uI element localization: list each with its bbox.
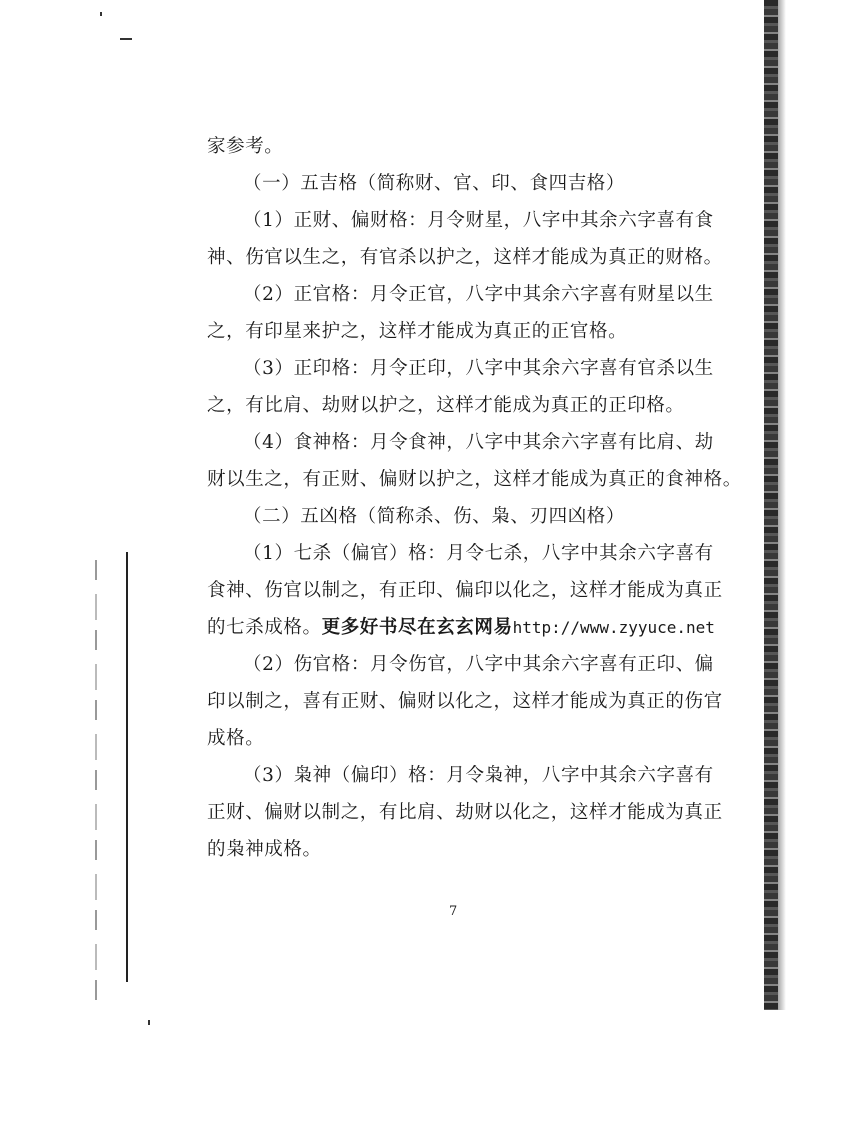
paragraph-line: （1）七杀（偏官）格：月令七杀，八字中其余六字喜有 <box>243 543 714 564</box>
paragraph-line: 家参考。 <box>207 136 284 157</box>
paragraph-line: （2）伤官格：月令伤官，八字中其余六字喜有正印、偏 <box>243 654 714 675</box>
paragraph-line: 成格。 <box>207 728 265 749</box>
watermark-url: http://www.zyyuce.net <box>512 618 715 637</box>
paragraph-line: （2）正官格：月令正官，八字中其余六字喜有财星以生 <box>243 284 714 305</box>
paragraph-line: 的七杀成格。 <box>207 617 322 638</box>
paragraph-line: 神、伤官以生之，有官杀以护之，这样才能成为真正的财格。 <box>207 247 723 268</box>
section-heading: （一）五吉格（简称财、官、印、食四吉格） <box>243 173 626 194</box>
paragraph-line: 财以生之，有正财、偏财以护之，这样才能成为真正的食神格。 <box>207 469 742 490</box>
scan-edge-shadow <box>764 0 778 1010</box>
paragraph-line: 正财、偏财以制之，有比肩、劫财以化之，这样才能成为真正 <box>207 802 723 823</box>
scan-speck <box>148 1020 150 1025</box>
watermark-notice: 更多好书尽在玄玄网易 <box>321 617 513 638</box>
left-margin-rule <box>126 552 128 982</box>
paragraph-line: （1）正财、偏财格：月令财星，八字中其余六字喜有食 <box>243 210 714 231</box>
paragraph-line: 食神、伤官以制之，有正印、偏印以化之，这样才能成为真正 <box>207 580 723 601</box>
paragraph-line-with-notice <box>207 609 715 646</box>
paragraph-line: 之，有比肩、劫财以护之，这样才能成为真正的正印格。 <box>207 395 685 416</box>
paragraph-line: 的枭神成格。 <box>207 839 322 860</box>
paragraph-line: （4）食神格：月令食神，八字中其余六字喜有比肩、劫 <box>243 432 714 453</box>
paragraph-line: 之，有印星来护之，这样才能成为真正的正官格。 <box>207 321 628 342</box>
paragraph-line: （3）枭神（偏印）格：月令枭神，八字中其余六字喜有 <box>243 765 714 786</box>
page-number: 7 <box>449 904 458 919</box>
section-heading: （二）五凶格（简称杀、伤、枭、刃四凶格） <box>243 506 626 527</box>
paragraph-line: （3）正印格：月令正印，八字中其余六字喜有官杀以生 <box>243 358 714 379</box>
left-margin-rule-faint <box>95 560 97 1010</box>
scan-edge-fade <box>778 0 786 1010</box>
body-text <box>207 128 742 868</box>
scan-speck <box>120 38 132 40</box>
scan-speck <box>100 12 102 16</box>
paragraph-line: 印以制之，喜有正财、偏财以化之，这样才能成为真正的伤官 <box>207 691 723 712</box>
